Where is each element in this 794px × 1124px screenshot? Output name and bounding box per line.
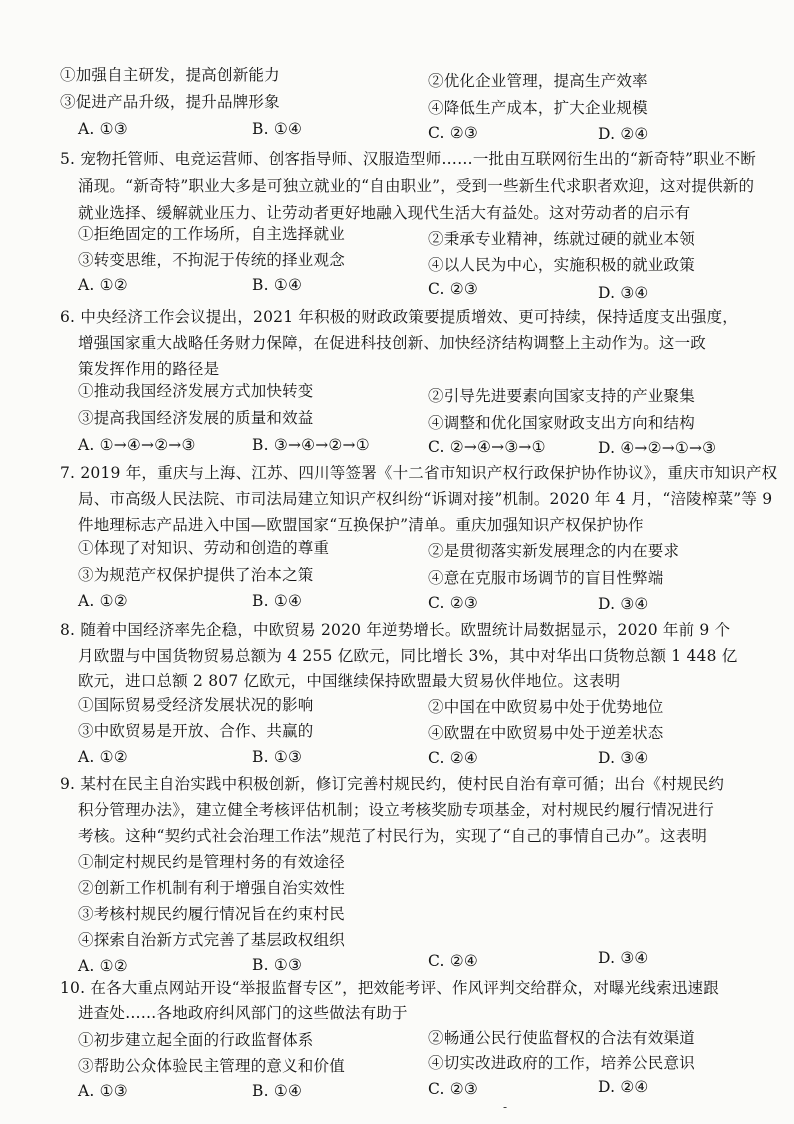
answer-b: B. ①④ (252, 1082, 303, 1100)
option-1: ①体现了对知识、劳动和创造的尊重 (78, 539, 330, 557)
question-6-stem-line: 增强国家重大战略任务财力保障，在促进科技创新、加快经济结构调整上主动作为。这一政 (78, 334, 707, 352)
option-4: ④探索自治新方式完善了基层政权组织 (78, 931, 345, 949)
answer-a: A. ①③ (78, 120, 128, 138)
option-4: ④调整和优化国家财政支出方向和结构 (428, 414, 695, 432)
answer-d: D. ④→②→①→③ (598, 439, 717, 457)
option-1: ①加强自主研发，提高创新能力 (60, 66, 280, 84)
option-4: ④欧盟在中欧贸易中处于逆差状态 (428, 724, 664, 742)
option-2: ②秉承专业精神，练就过硬的就业本领 (428, 230, 695, 248)
answer-d: D. ③④ (598, 595, 649, 613)
option-1: ①制定村规民约是管理村务的有效途径 (78, 853, 345, 871)
answer-c: C. ②④ (428, 749, 478, 767)
answer-d: D. ③④ (598, 284, 649, 302)
question-9-stem-line: 积分管理办法》，建立健全考核评估机制；设立考核奖励专项基金，对村规民约履行情况进行 (78, 801, 714, 819)
question-5-stem-line: 5. 宠物托管师、电竞运营师、创客指导师、汉服造型师……一批由互联网衍生出的“新奇特”职业不断 (60, 150, 756, 168)
answer-c: C. ②③ (428, 594, 478, 612)
answer-c: C. ②→④→③→① (428, 438, 546, 456)
page-footer-mark: - (503, 1100, 508, 1114)
question-10-stem-line: 进查处……各地政府纠风部门的这些做法有助于 (78, 1004, 408, 1022)
answer-b: B. ①③ (252, 748, 303, 766)
answer-a: A. ①② (78, 592, 128, 610)
answer-c: C. ②③ (428, 280, 478, 298)
option-2: ②是贯彻落实新发展理念的内在要求 (428, 542, 680, 560)
question-5-stem-line: 涌现。“新奇特”职业大多是可独立就业的“自由职业”，受到一些新生代求职者欢迎，这对提供新的 (78, 177, 755, 195)
option-1: ①初步建立起全面的行政监督体系 (78, 1031, 314, 1049)
question-8-stem-line: 欧元，进口总额 2 807 亿欧元，中国继续保持欧盟最大贸易伙伴地位。这表明 (78, 672, 621, 690)
option-1: ①国际贸易受经济发展状况的影响 (78, 696, 314, 714)
question-6-stem-line: 策发挥作用的路径是 (78, 360, 220, 378)
answer-c: C. ②③ (428, 124, 478, 142)
option-3: ③考核村规民约履行情况旨在约束村民 (78, 905, 345, 923)
answer-a: A. ①② (78, 276, 128, 294)
option-4: ④以人民为中心，实施积极的就业政策 (428, 256, 695, 274)
question-9-stem-line: 考核。这种“契约式社会治理工作法”规范了村民行为，实现了“自己的事情自己办”。这表明 (78, 827, 708, 845)
answer-d: D. ③④ (598, 949, 649, 967)
answer-c: C. ②③ (428, 1080, 478, 1098)
option-2: ②优化企业管理，提高生产效率 (428, 72, 648, 90)
answer-d: D. ②④ (598, 1078, 649, 1096)
option-2: ②畅通公民行使监督权的合法有效渠道 (428, 1029, 695, 1047)
question-8-stem-line: 8. 随着中国经济率先企稳，中欧贸易 2020 年逆势增长。欧盟统计局数据显示，2020 年前 9 个 (60, 621, 731, 639)
option-1: ①拒绝固定的工作场所，自主选择就业 (78, 225, 345, 243)
answer-a: A. ①② (78, 957, 128, 975)
option-3: ③提高我国经济发展的质量和效益 (78, 409, 314, 427)
option-2: ②创新工作机制有利于增强自治实效性 (78, 879, 345, 897)
question-9-stem-line: 9. 某村在民主自治实践中积极创新，修订完善村规民约，使村民自治有章可循；出台《村规民约 (60, 775, 725, 793)
option-4: ④切实改进政府的工作，培养公民意识 (428, 1054, 695, 1072)
answer-c: C. ②④ (428, 952, 478, 970)
option-3: ③中欧贸易是开放、合作、共赢的 (78, 722, 314, 740)
option-3: ③促进产品升级，提升品牌形象 (60, 93, 280, 111)
answer-a: A. ①→④→②→③ (78, 436, 196, 454)
question-10-stem-line: 10. 在各大重点网站开设“举报监督专区”，把效能考评、作风评判交给群众，对曝光线索迅速跟 (60, 979, 719, 997)
option-3: ③为规范产权保护提供了治本之策 (78, 566, 314, 584)
answer-b: B. ①④ (252, 120, 303, 138)
answer-b: B. ①③ (252, 956, 303, 974)
question-6-stem-line: 6. 中央经济工作会议提出，2021 年积极的财政政策要提质增效、更可持续，保持适度支出强度， (60, 308, 738, 326)
answer-b: B. ③→④→②→① (252, 436, 370, 454)
option-2: ②引导先进要素向国家支持的产业聚集 (428, 387, 695, 405)
answer-a: A. ①③ (78, 1082, 128, 1100)
answer-d: D. ②④ (598, 125, 649, 143)
question-5-stem-line: 就业选择、缓解就业压力、让劳动者更好地融入现代生活大有益处。这对劳动者的启示有 (78, 204, 691, 222)
answer-d: D. ③④ (598, 749, 649, 767)
question-8-stem-line: 月欧盟与中国货物贸易总额为 4 255 亿欧元，同比增长 3%，其中对华出口货物总额 1 448 亿 (78, 647, 738, 665)
question-7-stem-line: 7. 2019 年，重庆与上海、江苏、四川等签署《十二省市知识产权行政保护协作协议》，重庆市知识产权 (60, 464, 778, 482)
option-2: ②中国在中欧贸易中处于优势地位 (428, 698, 664, 716)
option-4: ④意在克服市场调节的盲目性弊端 (428, 569, 664, 587)
answer-b: B. ①④ (252, 592, 303, 610)
question-7-stem-line: 局、市高级人民法院、市司法局建立知识产权纠纷“诉调对接”机制。2020 年 4 月，“涪陵榨菜”等 9 (78, 490, 773, 508)
option-3: ③帮助公众体验民主管理的意义和价值 (78, 1057, 345, 1075)
question-7-stem-line: 件地理标志产品进入中国—欧盟国家“互换保护”清单。重庆加强知识产权保护协作 (78, 516, 644, 534)
answer-b: B. ①④ (252, 276, 303, 294)
option-3: ③转变思维，不拘泥于传统的择业观念 (78, 251, 345, 269)
answer-a: A. ①② (78, 748, 128, 766)
option-1: ①推动我国经济发展方式加快转变 (78, 382, 314, 400)
option-4: ④降低生产成本，扩大企业规模 (428, 99, 648, 117)
